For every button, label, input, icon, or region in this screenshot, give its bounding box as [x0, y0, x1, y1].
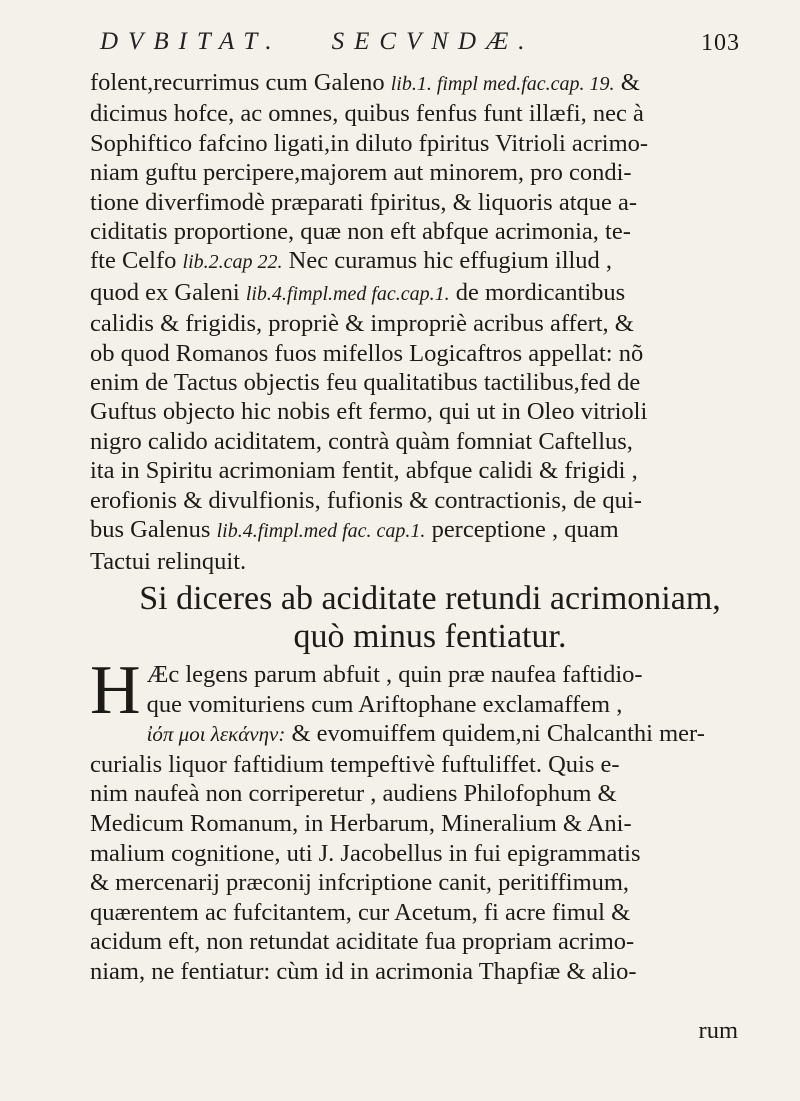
- paragraph-2-line: [90, 957, 750, 987]
- text-run: fte Celfo: [90, 247, 183, 275]
- citation: lib.1. fimpl med.fac.cap. 19.: [390, 73, 615, 95]
- drop-cap: H: [90, 652, 141, 729]
- catchword: rum: [698, 1017, 738, 1044]
- paragraph-1-line: [90, 397, 740, 426]
- paragraph-1-line: [90, 339, 740, 368]
- text-run: Sophiftico fafcino ligati,in diluto fpiritus Vitrioli acrimo-: [90, 129, 649, 157]
- text-run: ciditatis proportione, quæ non eft abfque acrimonia, te-: [90, 218, 631, 246]
- text-run: bus Galenus: [90, 516, 217, 544]
- text-run: nim naufeà non corriperetur , audiens Philofophum &: [90, 780, 617, 808]
- paragraph-1-line: [90, 486, 740, 515]
- text-run: Tactui relinquit.: [90, 547, 247, 575]
- text-run: curialis liquor faftidium tempeftivè fuftuliffet. Quis e-: [90, 750, 620, 778]
- paragraph-1-line: [90, 68, 740, 99]
- text-run: de mordicantibus: [449, 278, 626, 306]
- paragraph-1-line: [90, 217, 740, 246]
- paragraph-2-line: [90, 898, 750, 928]
- text-run: erofionis & divulfionis, fufionis & contractionis, de qui-: [90, 486, 642, 514]
- text-run: perceptione , quam: [425, 516, 619, 544]
- citation: lib.2.cap 22.: [182, 251, 283, 274]
- citation: lib.4.fimpl.med fac. cap.1.: [216, 520, 426, 543]
- text-run: ob quod Romanos fuos mifellos Logicaftros appellat: nõ: [90, 339, 644, 367]
- paragraph-2-line: [90, 839, 750, 869]
- paragraph-2-line: [90, 868, 750, 898]
- text-run: & evomuiffem quidem,ni Chalcanthi mer-: [285, 720, 705, 748]
- text-run: niam guftu percipere,majorem aut minorem, pro condi-: [90, 159, 632, 187]
- paragraph-1-line: [90, 309, 740, 338]
- section-heading-line-2: quò minus fentiatur.: [293, 618, 567, 655]
- text-run: malium cognitione, uti J. Jacobellus in fui epigrammatis: [90, 839, 641, 867]
- text-run: que vomituriens cum Ariftophane exclamaffem ,: [146, 690, 623, 718]
- paragraph-2-line: [147, 719, 750, 750]
- citation: ἰόπ μοι λεκάνην:: [146, 722, 286, 747]
- text-run: Æc legens parum abfuit , quin præ naufea faftidio-: [146, 661, 643, 688]
- paragraph-1-line: [90, 515, 740, 546]
- paragraph-1-line: [90, 456, 740, 485]
- text-run: niam, ne fentiatur: cùm id in acrimonia Thapfiæ & alio-: [90, 957, 637, 985]
- paragraph-2-lines: [90, 652, 750, 987]
- paragraph-2-line: [90, 927, 750, 957]
- paragraph-1-line: [90, 188, 740, 217]
- running-head-left: DVBITAT.: [100, 28, 282, 55]
- text-run: & mercenarij præconij infcriptione canit, peritiffimum,: [90, 869, 630, 897]
- text-run: quod ex Galeni: [90, 278, 246, 306]
- paragraph-2: [90, 652, 750, 987]
- paragraph-1-line: [90, 99, 740, 128]
- paragraph-1: [90, 68, 740, 576]
- paragraph-1-line: [90, 246, 740, 277]
- text-run: Guftus objecto hic nobis eft fermo, qui ut in Oleo vitrioli: [90, 398, 648, 426]
- paragraph-1-line: [90, 158, 740, 187]
- paragraph-2-line: [90, 750, 750, 780]
- text-run: calidis & frigidis, propriè & impropriè acribus affert, &: [90, 310, 634, 338]
- paragraph-1-line: [90, 427, 740, 456]
- section-heading-line-1: Si diceres ab aciditate retundi acrimoniam,: [139, 580, 721, 617]
- citation: lib.4.fimpl.med fac.cap.1.: [245, 282, 450, 305]
- text-run: Medicum Romanum, in Herbarum, Mineralium & Ani-: [90, 809, 632, 837]
- text-run: ita in Spiritu acrimoniam fentit, abfque calidi & frigidi ,: [90, 457, 638, 485]
- text-run: dicimus hofce, ac omnes, quibus fenfus funt illæfi, nec à: [90, 100, 644, 128]
- text-run: folent,recurrimus cum Galeno: [90, 69, 391, 96]
- page-number: 103: [701, 30, 740, 56]
- text-run: &: [614, 69, 640, 96]
- paragraph-2-line: [90, 779, 750, 809]
- text-run: Nec curamus hic effugium illud ,: [282, 247, 613, 275]
- paragraph-1-line: [90, 547, 740, 576]
- text-run: tione diverfimodè præparati fpiritus, & liquoris atque a-: [90, 188, 638, 216]
- running-head: [100, 28, 750, 68]
- paragraph-2-line: [147, 690, 750, 720]
- paragraph-1-line: [90, 368, 740, 397]
- text-run: quærentem ac fufcitantem, cur Acetum, fi acre fimul &: [90, 898, 631, 926]
- running-head-right: SECVNDÆ.: [331, 28, 535, 55]
- text-run: nigro calido aciditatem, contrà quàm fomniat Caftellus,: [90, 427, 633, 455]
- paragraph-1-line: [90, 129, 740, 158]
- text-run: enim de Tactus objectis feu qualitatibus tactilibus,fed de: [90, 369, 641, 397]
- paragraph-2-line: [147, 660, 750, 690]
- paragraph-1-line: [90, 278, 740, 309]
- paragraph-2-line: [90, 809, 750, 839]
- text-run: acidum eft, non retundat aciditate fua propriam acrimo-: [90, 928, 635, 956]
